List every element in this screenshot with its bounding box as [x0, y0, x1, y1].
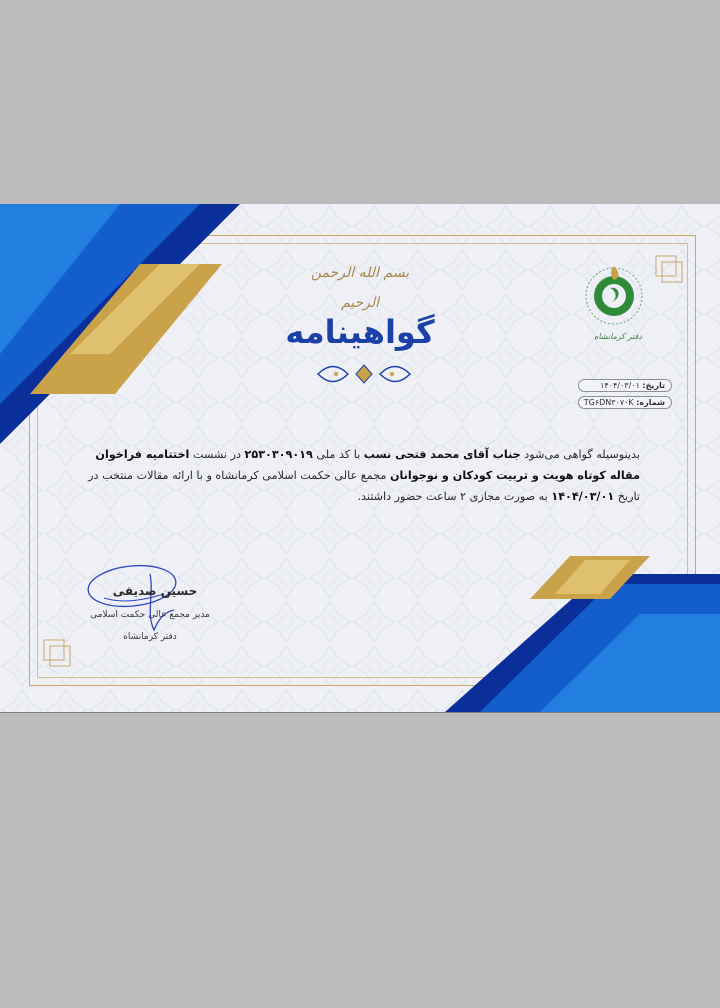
title-ornament: [314, 362, 414, 386]
recipient-name: جناب آقای محمد فتحی نسب: [363, 448, 521, 461]
date-value: ۱۴۰۴/۰۳/۰۱: [600, 381, 640, 390]
body-organization: مجمع عالی حکمت اسلامی کرمانشاه و با ارائه مقالات منتخب در تاریخ: [88, 469, 640, 503]
body-session-label: در نشست: [189, 448, 245, 461]
body-closing: به صورت مجازی ۲ ساعت حضور داشتند.: [357, 490, 552, 503]
event-name: اختتامیه فراخوان مقاله کوتاه هویت و تربیت کودکان و نوجوانان: [95, 448, 640, 482]
certificate-title: گواهینامه: [285, 313, 435, 351]
logo-caption: دفتر کرمانشاه: [594, 332, 642, 341]
event-date: ۱۴۰۴/۰۳/۰۱: [551, 490, 615, 503]
number-value: TG۶DN۳۰۷۰K: [583, 398, 634, 407]
corner-knot-top-right: [656, 256, 682, 282]
certificate-body: [80, 444, 640, 507]
number-label: شماره:: [636, 398, 665, 407]
national-id: ۲۵۳۰۳۰۹۰۱۹: [244, 448, 313, 461]
signer-name: حسین صدیقی: [112, 584, 198, 598]
basmala-calligraphy: بسم الله الرحمن الرحیم: [310, 265, 410, 311]
signer-office: دفتر کرمانشاه: [123, 632, 177, 642]
date-field: [578, 379, 672, 392]
body-intro: بدینوسیله گواهی می‌شود: [520, 448, 640, 461]
date-label: تاریخ:: [642, 381, 665, 390]
certificate: [0, 204, 720, 713]
body-id-label: با کد ملی: [312, 448, 364, 461]
organization-logo-icon: [582, 264, 646, 332]
signer-role: مدیر مجمع عالی حکمت اسلامی: [90, 610, 210, 620]
corner-knot-bottom-left: [44, 640, 70, 666]
number-field: [578, 396, 672, 409]
